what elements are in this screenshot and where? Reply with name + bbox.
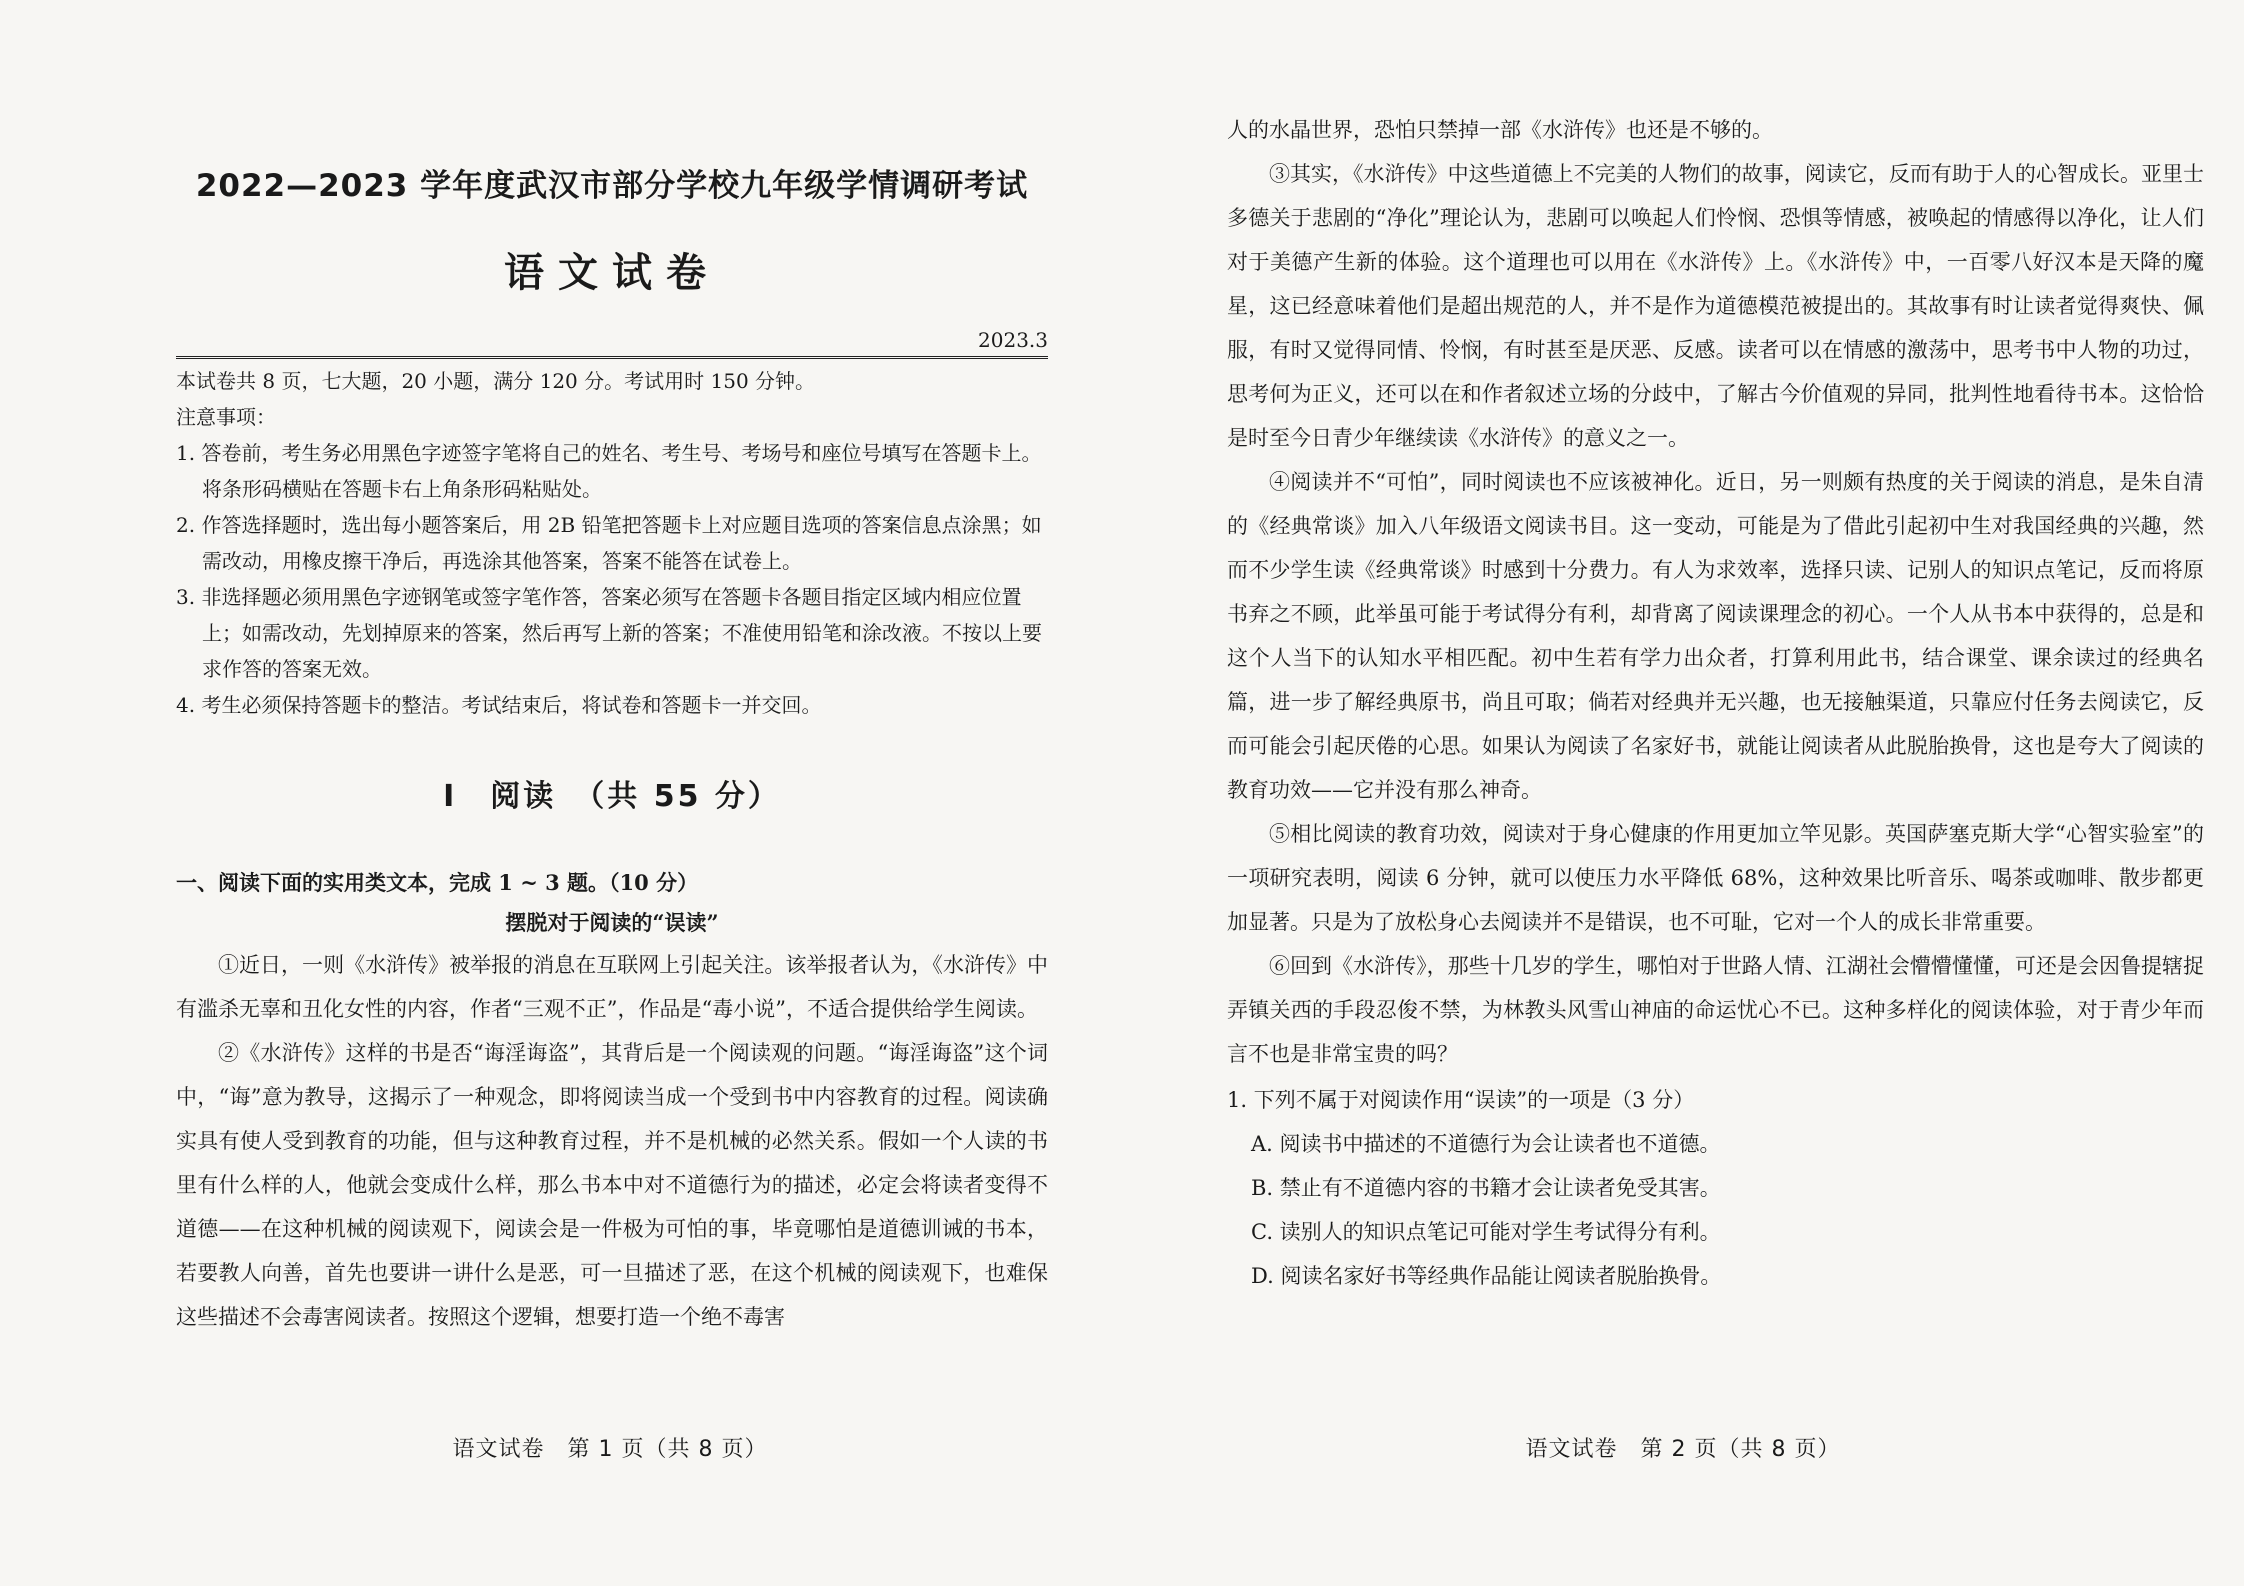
notice-item: 4. 考生必须保持答题卡的整洁。考试结束后，将试卷和答题卡一并交回。 [176, 693, 822, 717]
notice-item: 1. 答卷前，考生务必用黑色字迹签字笔将自己的姓名、考生号、考场号和座位号填写在答题卡上。将条形码横贴在答题卡右上角条形码粘贴处。 [176, 441, 1042, 501]
option-d: D. 阅读名家好书等经典作品能让阅读者脱胎换骨。 [1251, 1264, 1722, 1288]
question-1: 1. 下列不属于对阅读作用“误读”的一项是（3 分） [1227, 1088, 1695, 1112]
subject-title: 语文试卷 [504, 250, 720, 296]
exam-intro: 本试卷共 8 页，七大题，20 小题，满分 120 分。考试用时 150 分钟。 [176, 369, 816, 393]
page-footer: 语文试卷 第 1 页（共 8 页） [452, 1437, 768, 1462]
question-group-heading: 一、阅读下面的实用类文本，完成 1 ~ 3 题。（10 分） [176, 870, 699, 895]
article-body [176, 943, 1048, 1339]
article-paragraph: ①近日，一则《水浒传》被举报的消息在互联网上引起关注。该举报者认为，《水浒传》中有滥杀无辜和丑化女性的内容，作者“三观不正”，作品是“毒小说”，不适合提供给学生阅读。 [176, 953, 1048, 1021]
article-title: 摆脱对于阅读的“误读” [505, 910, 719, 935]
section-title: Ⅰ 阅读 （共 55 分） [443, 779, 781, 814]
notice-item: 2. 作答选择题时，选出每小题答案后，用 2B 铅笔把答题卡上对应题目选项的答案信息点涂黑；如需改动，用橡皮擦干净后，再选涂其他答案，答案不能答在试卷上。 [176, 513, 1042, 573]
exam-title: 2022—2023 学年度武汉市部分学校九年级学情调研考试 [195, 168, 1029, 204]
notice-label: 注意事项： [176, 405, 276, 429]
page-footer: 语文试卷 第 2 页（共 8 页） [1525, 1437, 1841, 1462]
article-paragraph: ②《水浒传》这样的书是否“诲淫诲盗”，其背后是一个阅读观的问题。“诲淫诲盗”这个词中，“诲”意为教导，这揭示了一种观念，即将阅读当成一个受到书中内容教育的过程。阅读确实具有使人受到教育的功能，但与这种教育过程，并不是机械的必然关系。假如一个人读的书里有什么样的人，他就会变成什么样，那么书本中对不道德行为的描述，必定会将读者变得不道德——在这种机械的阅读观下，阅读会是一件极为可怕的事，毕竟哪怕是道德训诫的书本，若要教人向善，首先也要讲一讲什么是恶，可一旦描述了恶，在这个机械的阅读观下，也难保这些描述不会毒害阅读者。按照这个逻辑，想要打造一个绝不毒害 [176, 1041, 1048, 1329]
article-paragraph: ⑥回到《水浒传》，那些十几岁的学生，哪怕对于世路人情、江湖社会懵懵懂懂，可还是会因鲁提辖捉弄镇关西的手段忍俊不禁，为林教头风雪山神庙的命运忧心不已。这种多样化的阅读体验，对于青少年而言不也是非常宝贵的吗？ [1227, 954, 2204, 1066]
option-a: A. 阅读书中描述的不道德行为会让读者也不道德。 [1251, 1132, 1721, 1156]
exam-page-2 [1122, 0, 2244, 1586]
article-paragraph: 人的水晶世界，恐怕只禁掉一部《水浒传》也还是不够的。 [1227, 118, 1773, 142]
article-body-continued [1227, 108, 2204, 1298]
option-b: B. 禁止有不道德内容的书籍才会让读者免受其害。 [1251, 1176, 1721, 1200]
article-paragraph: ④阅读并不“可怕”，同时阅读也不应该被神化。近日，另一则颇有热度的关于阅读的消息，是朱自清的《经典常谈》加入八年级语文阅读书目。这一变动，可能是为了借此引起初中生对我国经典的兴趣，然而不少学生读《经典常谈》时感到十分费力。有人为求效率，选择只读、记别人的知识点笔记，反而将原书弃之不顾，此举虽可能于考试得分有利，却背离了阅读课理念的初心。一个人从书本中获得的，总是和这个人当下的认知水平相匹配。初中生若有学力出众者，打算利用此书，结合课堂、课余读过的经典名篇，进一步了解经典原书，尚且可取；倘若对经典并无兴趣，也无接触渠道，只靠应付任务去阅读它，反而可能会引起厌倦的心思。如果认为阅读了名家好书，就能让阅读者从此脱胎换骨，这也是夸大了阅读的教育功效——它并没有那么神奇。 [1227, 470, 2204, 802]
exam-date: 2023.3 [176, 328, 1048, 359]
option-c: C. 读别人的知识点笔记可能对学生考试得分有利。 [1251, 1220, 1721, 1244]
article-paragraph: ⑤相比阅读的教育功效，阅读对于身心健康的作用更加立竿见影。英国萨塞克斯大学“心智实验室”的一项研究表明，阅读 6 分钟，就可以使压力水平降低 68%，这种效果比听音乐、喝茶或咖啡、散步都更加显著。只是为了放松身心去阅读并不是错误，也不可耻，它对一个人的成长非常重要。 [1227, 822, 2204, 934]
article-paragraph: ③其实，《水浒传》中这些道德上不完美的人物们的故事，阅读它，反而有助于人的心智成长。亚里士多德关于悲剧的“净化”理论认为，悲剧可以唤起人们怜悯、恐惧等情感，被唤起的情感得以净化，让人们对于美德产生新的体验。这个道理也可以用在《水浒传》上。《水浒传》中，一百零八好汉本是天降的魔星，这已经意味着他们是超出规范的人，并不是作为道德模范被提出的。其故事有时让读者觉得爽快、佩服，有时又觉得同情、怜悯，有时甚至是厌恶、反感。读者可以在情感的激荡中，思考书中人物的功过，思考何为正义，还可以在和作者叙述立场的分歧中，了解古今价值观的异同，批判性地看待书本。这恰恰是时至今日青少年继续读《水浒传》的意义之一。 [1227, 162, 2204, 450]
notice-item: 3. 非选择题必须用黑色字迹钢笔或签字笔作答，答案必须写在答题卡各题目指定区域内相应位置上；如需改动，先划掉原来的答案，然后再写上新的答案；不准使用铅笔和涂改液。不按以上要求作答的答案无效。 [176, 585, 1042, 681]
exam-instructions [176, 363, 1048, 723]
